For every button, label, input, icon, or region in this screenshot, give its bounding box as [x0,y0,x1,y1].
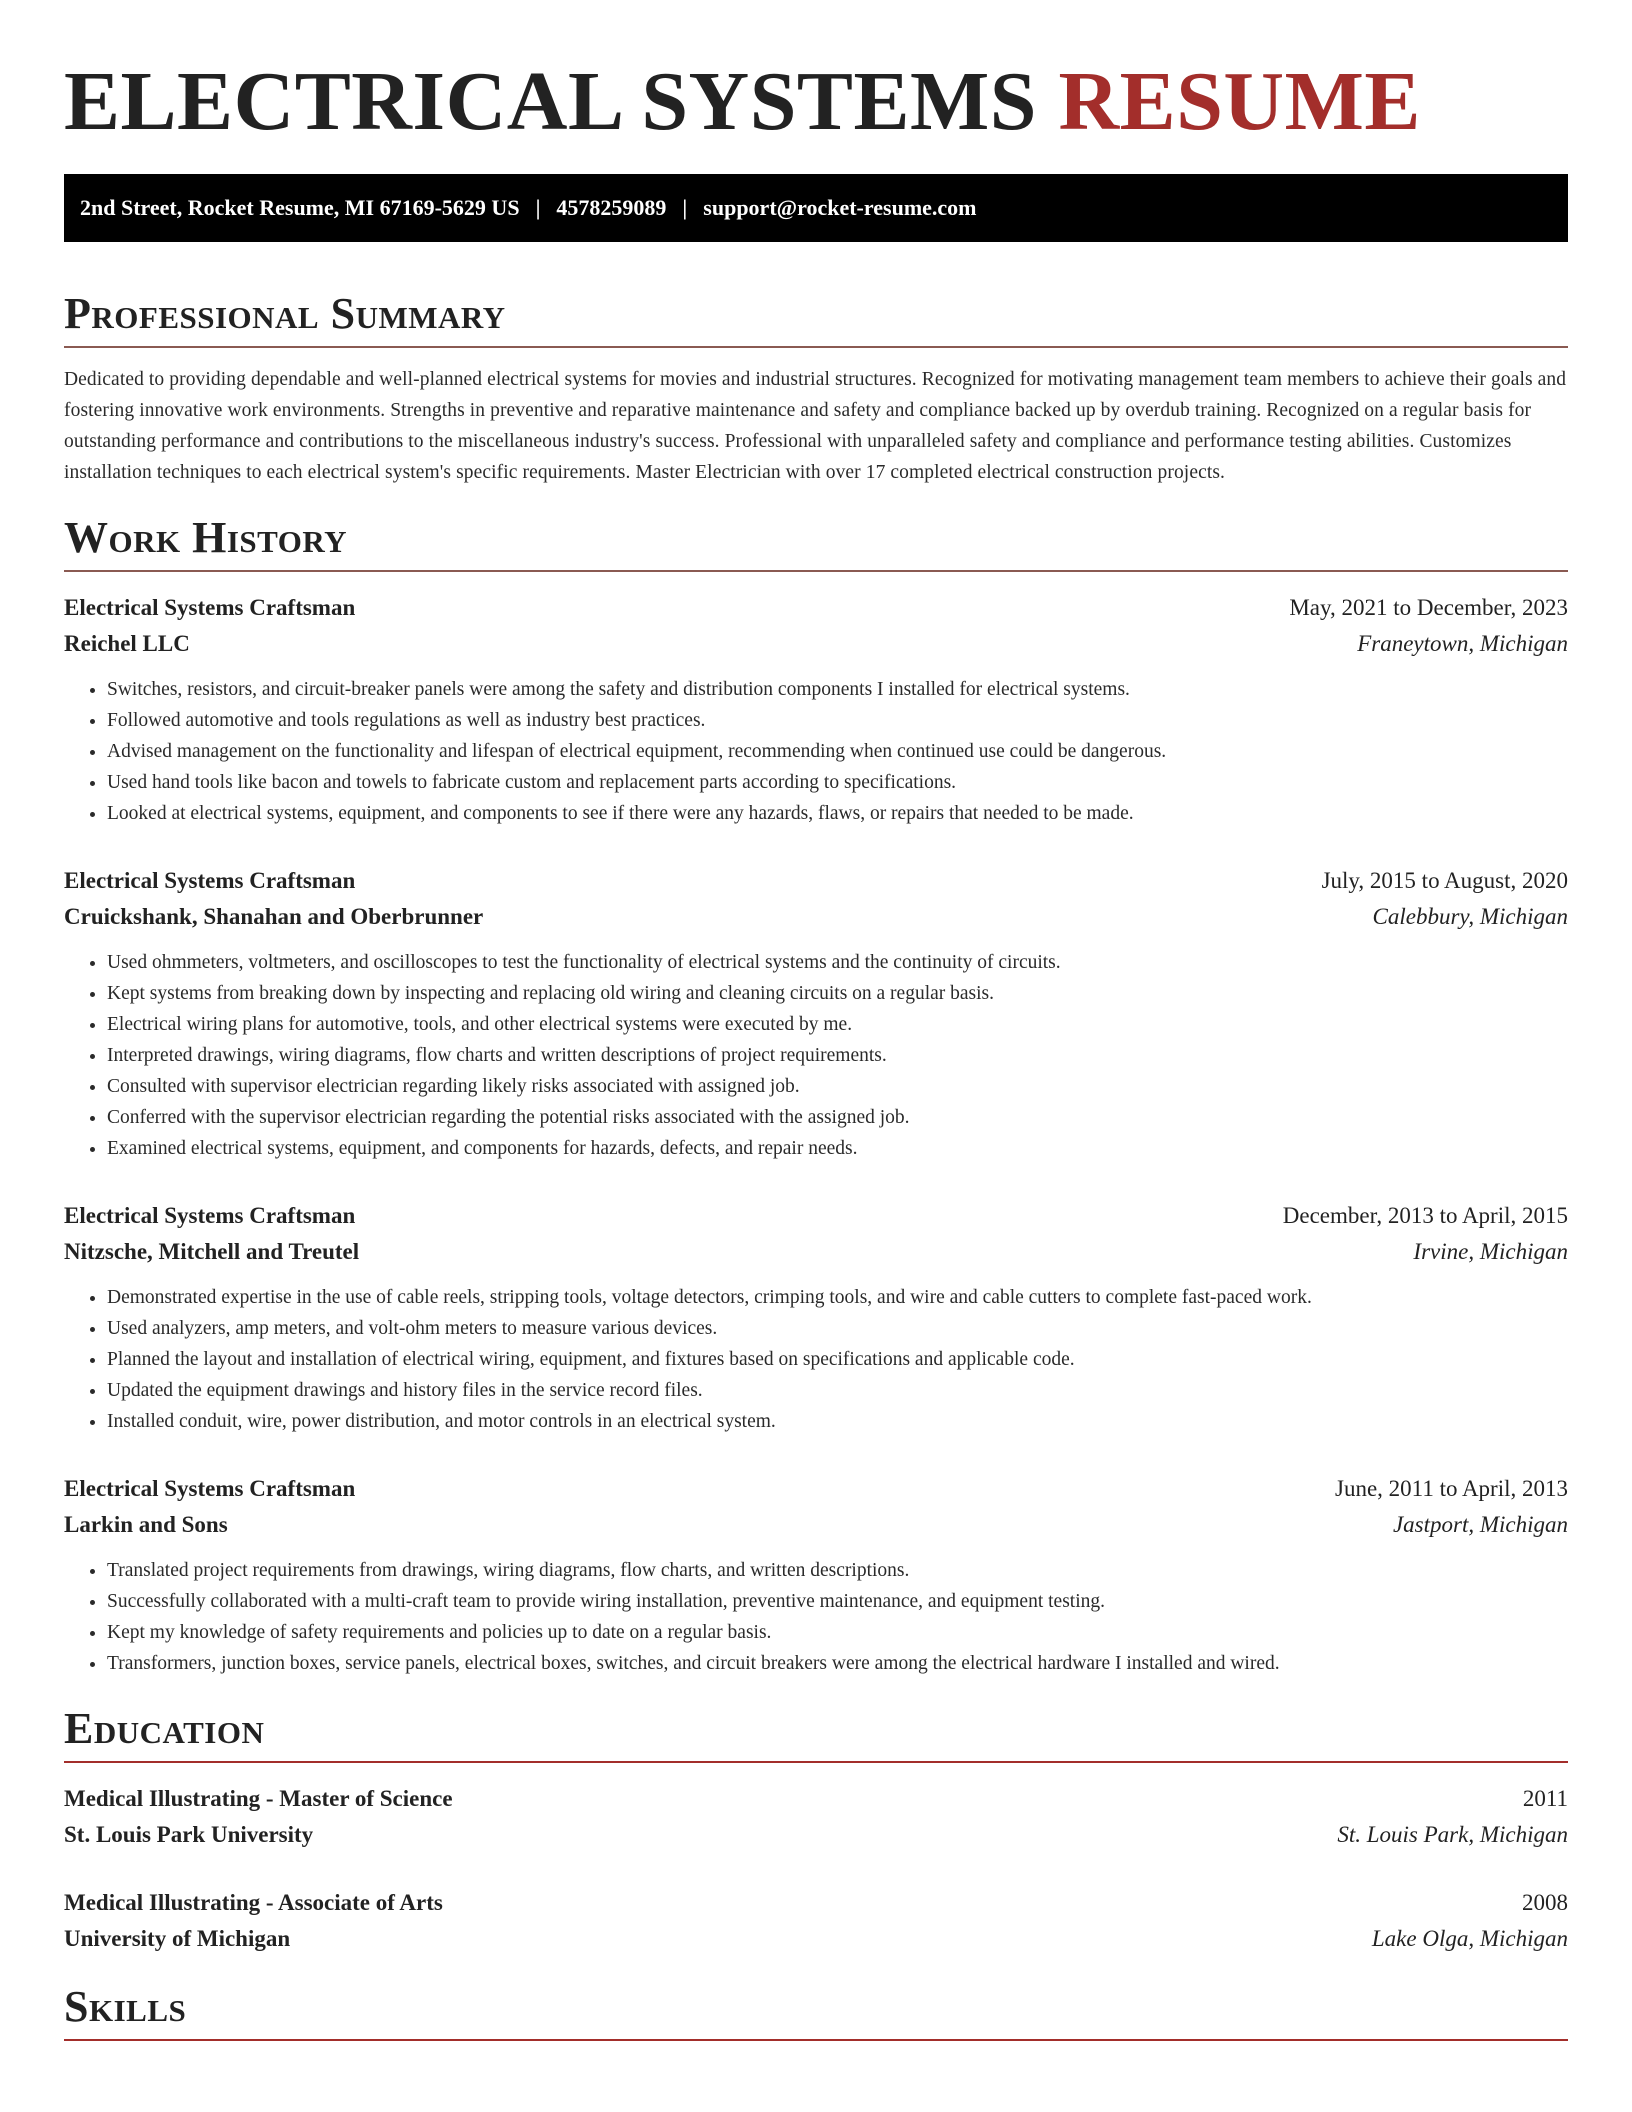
education-entry [64,1781,1568,1853]
education-list [64,1781,1568,1957]
job-bullet: • Conferred with the supervisor electrician regarding the potential risks associated with the assigned job. [107,1102,1568,1133]
contact-email: support@rocket-resume.com [703,195,977,220]
job-company-row [64,1234,1568,1270]
job-bullet: • Transformers, junction boxes, service panels, electrical boxes, switches, and circuit breakers were among the electrical hardware I installed and wired. [107,1648,1568,1679]
education-degree: Medical Illustrating - Associate of Arts [64,1890,443,1915]
job-entry [64,863,1568,1164]
job-title: Electrical Systems Craftsman [64,1476,356,1501]
job-company-row [64,899,1568,935]
education-degree-row [64,1885,1568,1921]
job-entry [64,590,1568,829]
education-school-row [64,1921,1568,1957]
summary-text: Dedicated to providing dependable and well-planned electrical systems for movies and industrial structures. Recognized for motivating management team members to achieve their goals and fostering innovative work environments. Strengths in preventive and reparative maintenance and safety and compliance backed up by overdub training. Recognized on a regular basis for outstanding performance and contributions to the miscellaneous industry's success. Professional with unparalleled safety and compliance and performance testing abilities. Customizes installation techniques to each electrical system's specific requirements. Master Electrician with over 17 completed electrical construction projects. [64,369,1567,483]
education-school-row [64,1817,1568,1853]
education-heading: Education [64,1703,1568,1763]
job-title: Electrical Systems Craftsman [64,595,356,620]
resume-title [64,52,1568,152]
contact-phone: 4578259089 [556,195,667,220]
education-year: 2008 [1522,1890,1568,1915]
job-dates: December, 2013 to April, 2015 [1282,1203,1568,1228]
job-company-row [64,626,1568,662]
job-bullet: • Kept my knowledge of safety requirements and policies up to date on a regular basis. [107,1617,1568,1648]
job-bullets [64,1282,1568,1437]
job-location: Irvine, Michigan [1413,1239,1568,1264]
job-bullet: • Translated project requirements from drawings, wiring diagrams, flow charts, and written descriptions. [107,1555,1568,1586]
summary-heading: Professional Summary [64,288,1568,348]
job-location: Jastport, Michigan [1392,1512,1568,1537]
job-bullet: • Used analyzers, amp meters, and volt-ohm meters to measure various devices. [107,1313,1568,1344]
job-bullet: • Followed automotive and tools regulations as well as industry best practices. [107,705,1568,736]
job-title: Electrical Systems Craftsman [64,868,356,893]
job-bullet: • Electrical wiring plans for automotive, tools, and other electrical systems were executed by me. [107,1009,1568,1040]
job-bullet: • Switches, resistors, and circuit-breaker panels were among the safety and distribution components I installed for electrical systems. [107,674,1568,705]
job-bullet: • Used hand tools like bacon and towels to fabricate custom and replacement parts according to specifications. [107,767,1568,798]
job-title: Electrical Systems Craftsman [64,1203,356,1228]
job-title-row [64,590,1568,626]
job-title-row [64,1198,1568,1234]
job-bullet: • Advised management on the functionality and lifespan of electrical equipment, recommending when continued use could be dangerous. [107,736,1568,767]
contact-separator: | [535,195,541,220]
education-degree-row [64,1781,1568,1817]
job-dates: May, 2021 to December, 2023 [1289,595,1568,620]
job-bullet: • Updated the equipment drawings and history files in the service record files. [107,1375,1568,1406]
job-bullets [64,674,1568,829]
title-accent: RESUME [1058,55,1421,148]
job-entry [64,1471,1568,1679]
job-bullet: • Installed conduit, wire, power distribution, and motor controls in an electrical system. [107,1406,1568,1437]
education-year: 2011 [1522,1786,1568,1811]
education-degree: Medical Illustrating - Master of Science [64,1786,453,1811]
job-bullet: • Consulted with supervisor electrician regarding likely risks associated with assigned job. [107,1071,1568,1102]
contact-address: 2nd Street, Rocket Resume, MI 67169-5629 US [80,195,520,220]
job-bullet: • Kept systems from breaking down by inspecting and replacing old wiring and cleaning circuits on a regular basis. [107,978,1568,1009]
work-history-list [64,590,1568,1679]
contact-separator: | [682,195,688,220]
job-company: Nitzsche, Mitchell and Treutel [64,1239,360,1264]
job-bullet: • Interpreted drawings, wiring diagrams, flow charts and written descriptions of project requirements. [107,1040,1568,1071]
job-bullet: • Planned the layout and installation of electrical wiring, equipment, and fixtures based on specifications and applicable code. [107,1344,1568,1375]
work-history-heading: Work History [64,512,1568,572]
job-location: Franeytown, Michigan [1357,631,1568,656]
skills-heading: Skills [64,1981,1568,2041]
education-location: St. Louis Park, Michigan [1337,1822,1568,1847]
title-main: ELECTRICAL SYSTEMS [64,55,1037,148]
job-location: Calebbury, Michigan [1372,904,1568,929]
job-bullet: • Used ohmmeters, voltmeters, and oscilloscopes to test the functionality of electrical systems and the continuity of circuits. [107,947,1568,978]
job-bullets [64,947,1568,1164]
job-company: Larkin and Sons [64,1512,228,1537]
resume-content [64,52,1568,2041]
job-entry [64,1198,1568,1437]
job-title-row [64,863,1568,899]
job-bullets [64,1555,1568,1679]
job-dates: June, 2011 to April, 2013 [1335,1476,1568,1501]
education-school: University of Michigan [64,1926,291,1951]
contact-bar [64,174,1568,242]
education-entry [64,1885,1568,1957]
job-company-row [64,1507,1568,1543]
job-company: Cruickshank, Shanahan and Oberbrunner [64,904,484,929]
job-title-row [64,1471,1568,1507]
job-dates: July, 2015 to August, 2020 [1321,868,1568,893]
job-bullet: • Looked at electrical systems, equipment, and components to see if there were any hazards, flaws, or repairs that needed to be made. [107,798,1568,829]
job-bullet: • Examined electrical systems, equipment, and components for hazards, defects, and repair needs. [107,1133,1568,1164]
education-school: St. Louis Park University [64,1822,314,1847]
job-bullet: • Demonstrated expertise in the use of cable reels, stripping tools, voltage detectors, crimping tools, and wire and cable cutters to complete fast-paced work. [107,1282,1568,1313]
job-company: Reichel LLC [64,631,190,656]
job-bullet: • Successfully collaborated with a multi-craft team to provide wiring installation, preventive maintenance, and equipment testing. [107,1586,1568,1617]
education-location: Lake Olga, Michigan [1371,1926,1568,1951]
